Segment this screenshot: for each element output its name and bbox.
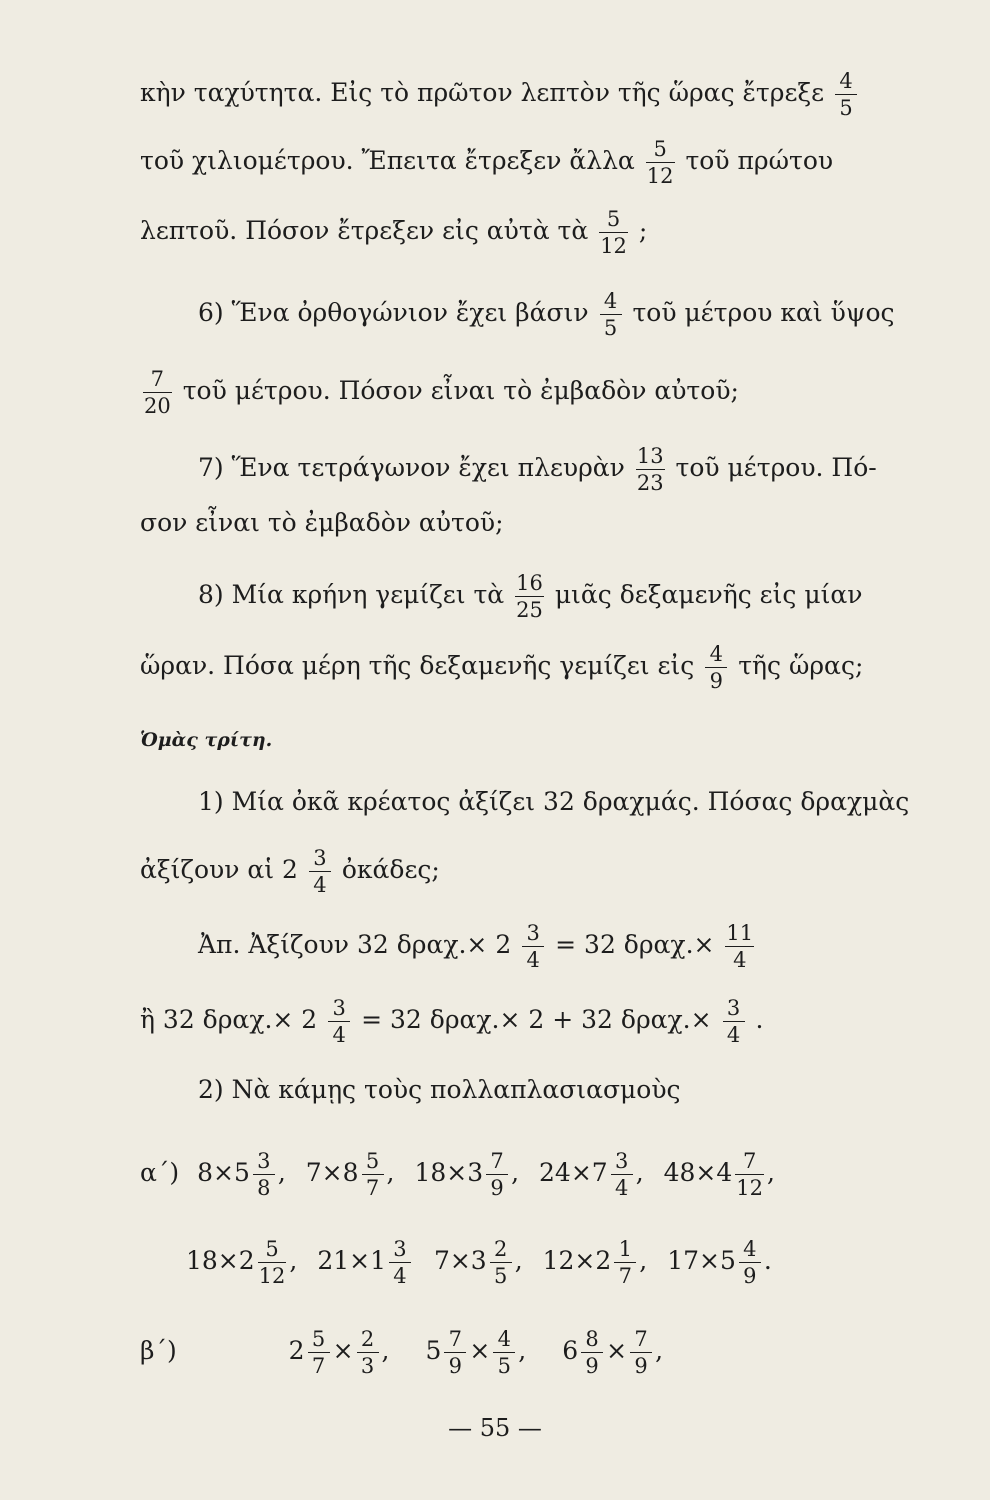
denominator: 4 — [733, 948, 747, 972]
numerator: 4 — [839, 69, 853, 93]
text-span: σον εἶναι τὸ ἐμβαδὸν αὐτοῦ; — [140, 508, 504, 537]
denominator: 5 — [839, 96, 853, 120]
text-span: 18×2 — [186, 1246, 255, 1275]
numerator: 7 — [150, 367, 165, 391]
text-span: 2 — [288, 1336, 305, 1365]
denominator: 4 — [726, 1023, 741, 1047]
text-span: Ἀπ. Ἀξίζουν 32 δραχ.× 2 — [198, 930, 512, 959]
denominator: 7 — [618, 1264, 632, 1288]
denominator: 4 — [393, 1264, 407, 1288]
fraction — [362, 1150, 384, 1199]
problem-6-line-1 — [198, 290, 895, 339]
denominator: 8 — [257, 1176, 271, 1200]
denominator: 12 — [258, 1264, 286, 1288]
text-span: 7×3 — [433, 1246, 487, 1275]
fraction — [493, 1328, 515, 1377]
text-span: ἢ 32 δραχ.× 2 — [140, 1005, 318, 1034]
problem-7-line-2 — [140, 508, 504, 538]
denominator: 3 — [360, 1354, 375, 1378]
numerator: 5 — [365, 1149, 380, 1173]
fraction — [614, 1238, 636, 1287]
fraction — [599, 208, 628, 257]
problem-7-line-1 — [198, 445, 877, 494]
fraction — [611, 1150, 633, 1199]
numerator: 3 — [257, 1149, 271, 1173]
denominator: 12 — [646, 164, 674, 188]
fraction — [490, 1238, 512, 1287]
fraction — [328, 997, 350, 1046]
term — [425, 1327, 527, 1378]
fraction — [723, 997, 745, 1046]
term — [562, 1327, 664, 1378]
term — [305, 1149, 395, 1200]
numerator: 5 — [311, 1327, 326, 1351]
fraction — [258, 1238, 287, 1287]
text-span: × — [469, 1336, 491, 1365]
denominator: 9 — [585, 1354, 599, 1378]
fraction — [739, 1238, 761, 1287]
text-span: κὴν ταχύτητα. Εἰς τὸ πρῶτον λεπτὸν τῆς ὥρας ἔτρεξε — [140, 78, 825, 107]
text-span: τοῦ μέτρου. Πό- — [675, 453, 877, 482]
denominator: 5 — [497, 1354, 511, 1378]
term — [414, 1149, 520, 1200]
text-span: 8) Μία κρήνη γεμίζει τὰ — [198, 580, 505, 609]
text-span: 5 — [425, 1336, 442, 1365]
text-span: , — [639, 1246, 648, 1275]
text-span: × — [332, 1336, 354, 1365]
denominator: 4 — [313, 873, 327, 897]
numerator: 7 — [448, 1327, 463, 1351]
fraction — [309, 847, 331, 896]
numerator: 3 — [615, 1149, 629, 1173]
term — [433, 1237, 523, 1288]
numerator: 2 — [494, 1237, 508, 1261]
text-span: 2) Νὰ κάμῃς τοὺς πολλαπλασιασμοὺς — [198, 1075, 681, 1104]
fraction — [630, 1328, 652, 1377]
text-span: μιᾶς δεξαμενῆς εἰς μίαν — [554, 580, 863, 609]
fraction — [515, 572, 544, 621]
fraction — [581, 1328, 603, 1377]
exercise-row-alpha-2 — [186, 1238, 772, 1287]
text-span: λεπτοῦ. Πόσον ἔτρεξεν εἰς αὐτὰ τὰ — [140, 216, 589, 245]
numerator: 3 — [393, 1237, 407, 1261]
fraction — [143, 368, 172, 417]
fraction — [646, 138, 675, 187]
text-span: × — [606, 1336, 628, 1365]
fraction — [705, 643, 727, 692]
question-1-line-2 — [140, 847, 440, 896]
text-span: . — [763, 1246, 772, 1275]
text-span: ; — [638, 216, 648, 245]
denominator: 4 — [615, 1176, 629, 1200]
text-span: , — [767, 1158, 775, 1187]
numerator: 5 — [653, 137, 667, 161]
numerator: 13 — [636, 444, 664, 468]
denominator: 5 — [603, 316, 618, 340]
numerator: 8 — [585, 1327, 599, 1351]
page-number: — 55 — — [448, 1414, 542, 1442]
fraction — [486, 1150, 508, 1199]
text-span: 6) Ἕνα ὀρθογώνιον ἔχει βάσιν — [198, 298, 589, 327]
fraction — [253, 1150, 275, 1199]
numerator: 11 — [726, 921, 754, 945]
numerator: 5 — [265, 1237, 279, 1261]
numerator: 4 — [743, 1237, 757, 1261]
denominator: 9 — [709, 669, 723, 693]
term — [317, 1237, 414, 1288]
fraction — [389, 1238, 411, 1287]
fraction — [357, 1328, 379, 1377]
problem-6-line-2 — [140, 368, 739, 417]
text-span: , — [381, 1336, 390, 1365]
text-line — [140, 208, 647, 257]
denominator: 9 — [634, 1354, 648, 1378]
problem-8-line-1 — [198, 572, 863, 621]
text-span: 7×8 — [305, 1158, 359, 1187]
problem-8-line-2 — [140, 643, 863, 692]
text-span: . — [755, 1005, 764, 1034]
numerator: 3 — [332, 996, 346, 1020]
numerator: 7 — [742, 1149, 757, 1173]
text-span: = 32 δραχ.× — [555, 930, 715, 959]
term — [539, 1149, 644, 1200]
text-span: τοῦ μέτρου καὶ ὕψος — [632, 298, 895, 327]
denominator: 7 — [365, 1176, 380, 1200]
label-beta: β΄) — [140, 1336, 177, 1365]
section-heading: Ὁμὰς τρίτη. — [140, 729, 273, 751]
text-span: 12×2 — [542, 1246, 612, 1275]
fraction — [636, 445, 665, 494]
exercise-row-beta — [140, 1328, 663, 1377]
text-span: 8×5 — [197, 1158, 250, 1187]
denominator: 9 — [490, 1176, 504, 1200]
answer-line-1 — [198, 922, 757, 971]
numerator: 3 — [726, 996, 741, 1020]
denominator: 7 — [311, 1354, 326, 1378]
fraction — [522, 922, 544, 971]
text-span: 21×1 — [317, 1246, 386, 1275]
denominator: 5 — [494, 1264, 508, 1288]
numerator: 7 — [634, 1327, 648, 1351]
text-span: 18×3 — [414, 1158, 484, 1187]
text-span: τοῦ μέτρου. Πόσον εἶναι τὸ ἐμβαδὸν αὐτοῦ; — [182, 376, 739, 405]
fraction — [835, 70, 857, 119]
numerator: 3 — [526, 921, 540, 945]
question-2-title — [198, 1075, 681, 1105]
text-span: 17×5 — [667, 1246, 736, 1275]
numerator: 1 — [618, 1237, 632, 1261]
text-span: , — [386, 1158, 395, 1187]
fraction — [600, 290, 622, 339]
denominator: 25 — [516, 598, 543, 622]
term — [663, 1149, 775, 1200]
text-span: , — [514, 1246, 523, 1275]
numerator: 3 — [313, 846, 327, 870]
term — [542, 1237, 648, 1288]
fraction — [308, 1328, 330, 1377]
exercise-row-alpha-1 — [140, 1150, 775, 1199]
text-span: ὀκάδες; — [341, 855, 440, 884]
fraction — [725, 922, 754, 971]
text-span: ὥραν. Πόσα μέρη τῆς δεξαμενῆς γεμίζει εἰς — [140, 651, 695, 680]
text-span: τοῦ πρώτου — [685, 146, 834, 175]
text-line — [140, 138, 833, 187]
label-alpha: α΄) — [140, 1158, 180, 1187]
numerator: 5 — [606, 207, 621, 231]
text-span: , — [518, 1336, 527, 1365]
numerator: 2 — [360, 1327, 375, 1351]
denominator: 12 — [600, 234, 627, 258]
text-span: ἀξίζουν αἱ 2 — [140, 855, 298, 884]
denominator: 20 — [144, 394, 171, 418]
answer-line-2 — [140, 997, 763, 1046]
term — [667, 1237, 772, 1288]
term — [288, 1327, 390, 1378]
denominator: 12 — [736, 1176, 763, 1200]
text-span: = 32 δραχ.× 2 + 32 δραχ.× — [361, 1005, 712, 1034]
text-span: , — [655, 1336, 664, 1365]
text-span: 6 — [562, 1336, 579, 1365]
numerator: 16 — [516, 571, 543, 595]
numerator: 7 — [490, 1149, 504, 1173]
text-span: 24×7 — [539, 1158, 608, 1187]
text-span: 7) Ἕνα τετράγωνον ἔχει πλευρὰν — [198, 453, 625, 482]
numerator: 4 — [709, 642, 723, 666]
denominator: 4 — [526, 948, 540, 972]
text-span: , — [635, 1158, 644, 1187]
denominator: 9 — [743, 1264, 757, 1288]
numerator: 4 — [603, 289, 618, 313]
text-span: , — [277, 1158, 286, 1187]
term — [186, 1237, 298, 1288]
text-span: , — [511, 1158, 520, 1187]
question-1-line-1 — [198, 787, 909, 817]
text-span: 1) Μία ὀκᾶ κρέατος ἀξίζει 32 δραχμάς. Πόσας δραχμὰς — [198, 787, 910, 816]
text-span: , — [289, 1246, 298, 1275]
denominator: 9 — [448, 1354, 463, 1378]
text-span: τῆς ὥρας; — [738, 651, 864, 680]
denominator: 4 — [332, 1023, 346, 1047]
fraction — [444, 1328, 466, 1377]
numerator: 4 — [497, 1327, 511, 1351]
text-line — [140, 70, 860, 119]
fraction — [735, 1150, 764, 1199]
text-span: τοῦ χιλιομέτρου. Ἔπειτα ἔτρεξεν ἄλλα — [140, 146, 635, 175]
term — [197, 1149, 286, 1200]
denominator: 23 — [636, 471, 664, 495]
text-span: 48×4 — [663, 1158, 733, 1187]
